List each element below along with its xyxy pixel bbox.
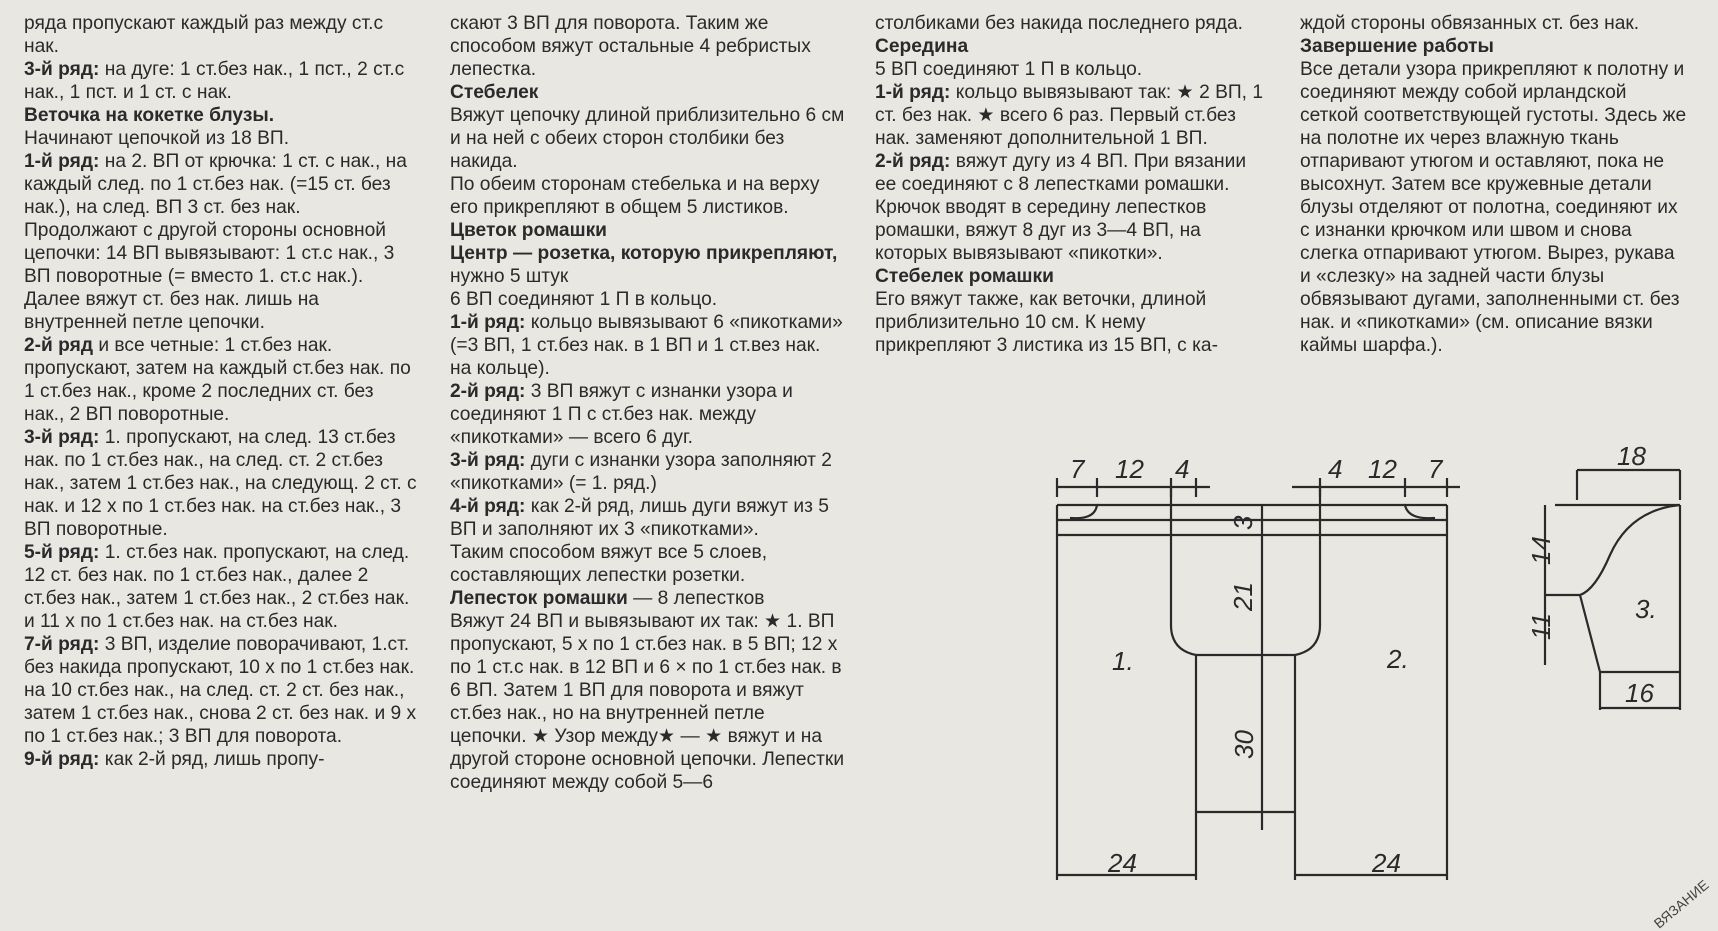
paragraph-text: По обеим сторонам стебелька и на верху его прикрепляют в общем 5 листиков.: [450, 174, 820, 218]
paragraph-text: кольцо вывязывают так: ★ 2 ВП, 1 ст. без нак. ★ всего 6 раз. Первый ст.без нак. заменяют дополнительной 1 ВП.: [875, 82, 1264, 149]
bold-heading: Веточка на кокетке блузы.: [24, 105, 275, 126]
paragraph-text: Все детали узора прикрепляют к полотну и соединяют между собой ирландской сеткой соответствующей густоты. Здесь же на полотне их через влажную ткань отпаривают утюгом и оставляют, пока не высохнут. Затем все кружевные детали блузы отделяют от полотна, соединяют их с изнанки крючком или швом и снова слегка отпаривают утюгом. Вырез, рукава и «слезку» на задней части блузы обвязывают дугами, заполненными ст. без нак. и «пикотками» (см. описание вязки каймы шарфа.).: [1300, 59, 1687, 356]
piece-3-label: 3.: [1635, 594, 1657, 624]
paragraph-text: Вяжут цепочку длиной приблизительно 6 см и на ней с обеих сторон столбики без накида.: [450, 105, 845, 172]
bold-heading: 2-й ряд: [24, 335, 94, 356]
paragraph-text: на дуге: 1 ст.без нак., 1 пст., 2 ст.с нак., 1 пст. и 1 ст. с нак.: [24, 59, 405, 103]
paragraph-text: Начинают цепочкой из 18 ВП.: [24, 128, 290, 149]
bold-heading: 3-й ряд:: [24, 427, 100, 448]
paragraph-text: как 2-й ряд, лишь дуги вяжут из 5 ВП и заполняют их 3 «пикотками».: [450, 496, 829, 540]
dim-24-left: 24: [1108, 848, 1137, 878]
dim-21: 21: [1228, 582, 1258, 611]
bold-heading: 1-й ряд:: [875, 82, 951, 103]
bold-heading: 3-й ряд:: [24, 59, 100, 80]
paragraph-text: Таким способом вяжут все 5 слоев, составляющих лепестки розетки.: [450, 542, 768, 586]
dim-12-right: 12: [1368, 454, 1397, 484]
bold-heading: 1-й ряд:: [24, 151, 100, 172]
paragraph-text: — 8 лепестков: [627, 588, 765, 609]
dim-30: 30: [1229, 730, 1259, 759]
bold-heading: 3-й ряд:: [450, 450, 526, 471]
bold-heading: 1-й ряд:: [450, 312, 526, 333]
paragraph-text: кольцо вывязывают 6 «пикотками» (=3 ВП, 1 ст.без нак. в 1 ВП и 1 ст.вез нак. на кольце).: [450, 312, 843, 379]
bold-heading: Лепесток ромашки: [450, 588, 628, 609]
sleeve-11: 11: [1526, 613, 1556, 640]
corner-label: ВЯЗАНИЕ: [1650, 876, 1712, 931]
sleeve-16: 16: [1625, 678, 1654, 708]
paragraph-text: 3 ВП, изделие поворачивают, 1.ст. без накида пропускают, 10 х по 1 ст.без нак. на 10 ст.без нак., на след. ст. 2 ст. без нак., затем 1 ст.без нак., снова 2 ст. без нак. и 9 х по 1 ст.без нак.; 3 ВП для поворота.: [24, 634, 417, 747]
paragraph-text: и все четные: 1 ст.без нак. пропускают, затем на каждый ст.без нак. по 1 ст.без нак., кроме 2 последних ст. без нак., 2 ВП поворотные.: [24, 335, 411, 425]
paragraph-text: ждой стороны обвязанных ст. без нак.: [1300, 13, 1640, 34]
bold-heading: 7-й ряд:: [24, 634, 100, 655]
dim-7-right: 7: [1428, 454, 1443, 484]
bold-heading: 5-й ряд:: [24, 542, 100, 563]
paragraph-text: скают 3 ВП для поворота. Таким же способом вяжут остальные 4 ребристых лепестка.: [450, 13, 811, 80]
bold-heading: 4-й ряд:: [450, 496, 526, 517]
bold-heading: Середина: [875, 36, 969, 57]
paragraph-text: вяжут дугу из 4 ВП. При вязании ее соединяют с 8 лепестками ромашки. Крючок вводят в середину лепестков ромашки, вяжут 8 дуг из 3—4 ВП, на которых вывязывают «пикотки».: [875, 151, 1247, 264]
bold-heading: 9-й ряд:: [24, 749, 100, 770]
paragraph-text: 1. пропускают, на след. 13 ст.без нак. по 1 ст.без нак., на след. ст. 2 ст.без нак., затем 1 ст.без нак., на следующ. 2 ст. с нак. и 12 х по 1 ст.без нак. на ст.без нак., 3 ВП поворотные.: [24, 427, 417, 540]
bold-heading: Центр — розетка, которую прикрепляют,: [450, 243, 838, 264]
paragraph-text: Его вяжут также, как веточки, длиной приблизительно 10 см. К нему прикрепляют 3 листика из 15 ВП, с ка-: [875, 289, 1218, 356]
dim-4-right: 4: [1328, 454, 1343, 484]
sleeve-18: 18: [1617, 441, 1646, 471]
paragraph-text: 3 ВП вяжут с изнанки узора и соединяют 1 П с ст.без нак. между «пикотками» — всего 6 дуг.: [450, 381, 793, 448]
paragraph-text: на 2. ВП от крючка: 1 ст. с нак., на каждый след. по 1 ст.без нак. (=15 ст. без нак.), на след. ВП 3 ст. без нак. Продолжают с другой стороны основной цепочки: 14 ВП вывязывают: 1 ст.с нак., 3 ВП поворотные (= вместо 1. ст.с нак.). Далее вяжут ст. без нак. лишь на внутренней петле цепочки.: [24, 151, 407, 333]
paragraph-text: столбиками без накида последнего ряда.: [875, 13, 1243, 34]
paragraph-text: 6 ВП соединяют 1 П в кольцо.: [450, 289, 718, 310]
bold-heading: Стебелек: [450, 82, 539, 103]
dim-7-left: 7: [1070, 454, 1085, 484]
bold-heading: Завершение работы: [1300, 36, 1494, 57]
dim-4-left: 4: [1175, 454, 1190, 484]
paragraph-text: ряда пропускают каждый раз между ст.с нак.: [24, 13, 384, 57]
piece-1-label: 1.: [1112, 646, 1134, 676]
bold-heading: 2-й ряд:: [450, 381, 526, 402]
paragraph-text: нужно 5 штук: [450, 266, 569, 287]
dim-12-left: 12: [1115, 454, 1144, 484]
paragraph-text: Вяжут 24 ВП и вывязывают их так: ★ 1. ВП пропускают, 5 х по 1 ст.без нак. в 5 ВП; 12 х по 1 ст.с нак. в 12 ВП и 6 × по 1 ст.без нак. в 6 ВП. Затем 1 ВП для поворота и вяжут ст.без нак., но на внутренней петле цепочки. ★ Узор между★ — ★ вяжут и на другой стороне основной цепочки. Лепестки соединяют между собой 5—6: [450, 611, 845, 793]
dim-24-right: 24: [1372, 848, 1401, 878]
paragraph-text: 5 ВП соединяют 1 П в кольцо.: [875, 59, 1143, 80]
paragraph-text: дуги с изнанки узора заполняют 2 «пикотками» (= 1. ряд.): [450, 450, 832, 494]
paragraph-text: 1. ст.без нак. пропускают, на след. 12 ст. без нак. по 1 ст.без нак., далее 2 ст.без нак., затем 1 ст.без нак., 2 ст.без нак. и 11 х по 1 ст.без нак. на ст.без нак.: [24, 542, 410, 632]
sleeve-14: 14: [1526, 536, 1556, 565]
bold-heading: 2-й ряд:: [875, 151, 951, 172]
bold-heading: Стебелек ромашки: [875, 266, 1054, 287]
bold-heading: Цветок ромашки: [450, 220, 607, 241]
piece-2-label: 2.: [1387, 644, 1409, 674]
dim-3: 3: [1228, 515, 1258, 530]
paragraph-text: как 2-й ряд, лишь пропу-: [99, 749, 325, 770]
